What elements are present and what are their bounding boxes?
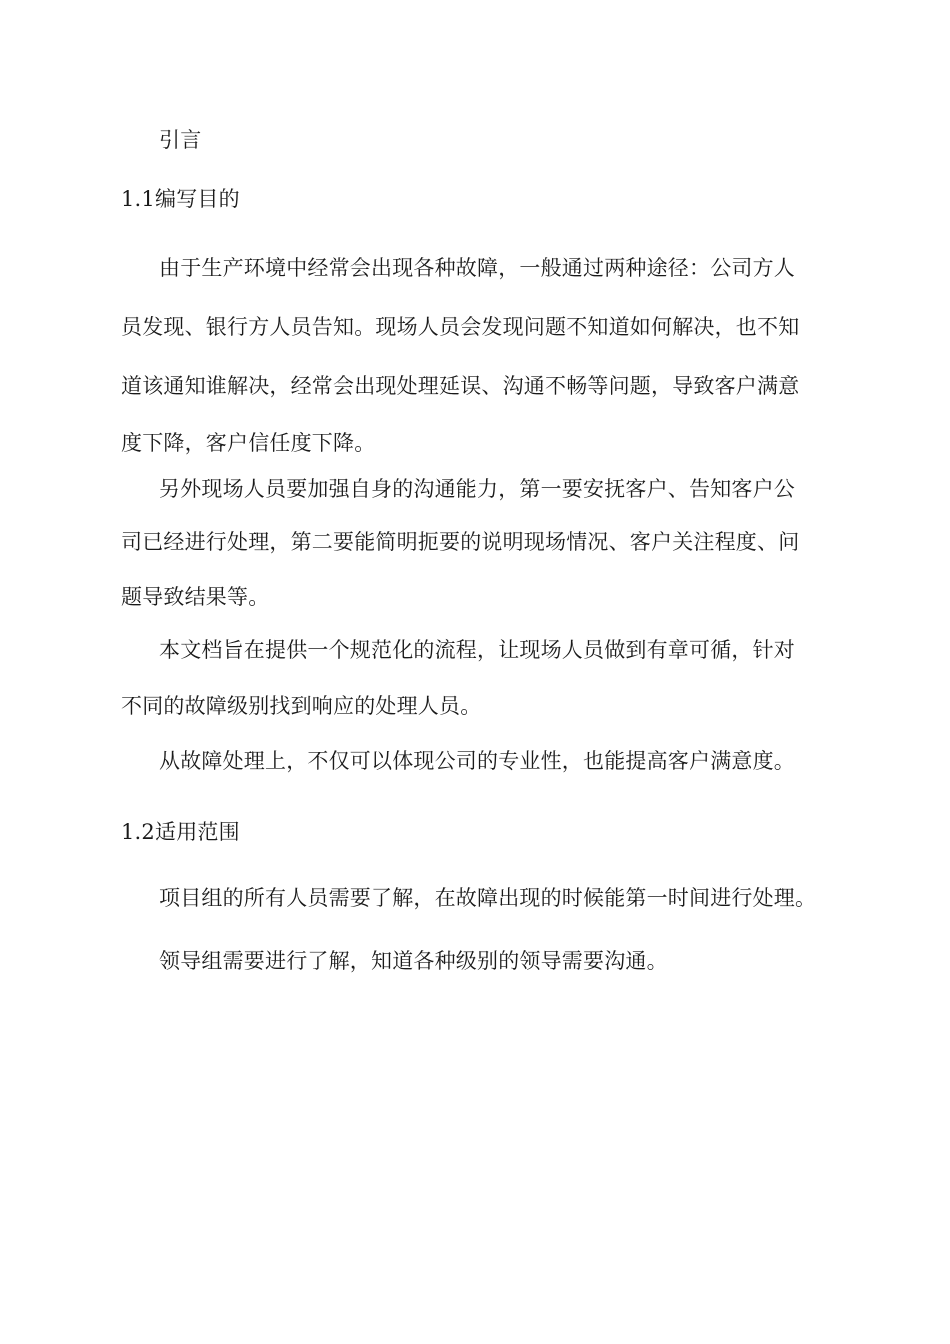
paragraph-line: 度下降，客户信任度下降。 xyxy=(121,431,376,455)
paragraph-line: 从故障处理上，不仅可以体现公司的专业性，也能提高客户满意度。 xyxy=(159,749,795,773)
paragraph-line: 司已经进行处理，第二要能简明扼要的说明现场情况、客户关注程度、问 xyxy=(121,530,800,554)
paragraph-line: 本文档旨在提供一个规范化的流程，让现场人员做到有章可循，针对 xyxy=(159,638,795,662)
paragraph-line: 不同的故障级别找到响应的处理人员。 xyxy=(121,694,482,718)
paragraph-line: 道该通知谁解决，经常会出现处理延误、沟通不畅等问题，导致客户满意 xyxy=(121,374,800,398)
paragraph-line: 由于生产环境中经常会出现各种故障，一般通过两种途径：公司方人 xyxy=(159,256,795,280)
document-title: 引言 xyxy=(159,128,202,152)
paragraph-line: 领导组需要进行了解，知道各种级别的领导需要沟通。 xyxy=(159,949,668,973)
section-heading-scope: 1.2适用范围 xyxy=(121,820,240,844)
paragraph-line: 另外现场人员要加强自身的沟通能力，第一要安抚客户、告知客户公 xyxy=(159,477,795,501)
section-heading-purpose: 1.1编写目的 xyxy=(121,187,240,211)
paragraph-line: 题导致结果等。 xyxy=(121,585,270,609)
paragraph-line: 项目组的所有人员需要了解，在故障出现的时候能第一时间进行处理。 xyxy=(159,886,817,910)
paragraph-line: 员发现、银行方人员告知。现场人员会发现问题不知道如何解决，也不知 xyxy=(121,315,800,339)
